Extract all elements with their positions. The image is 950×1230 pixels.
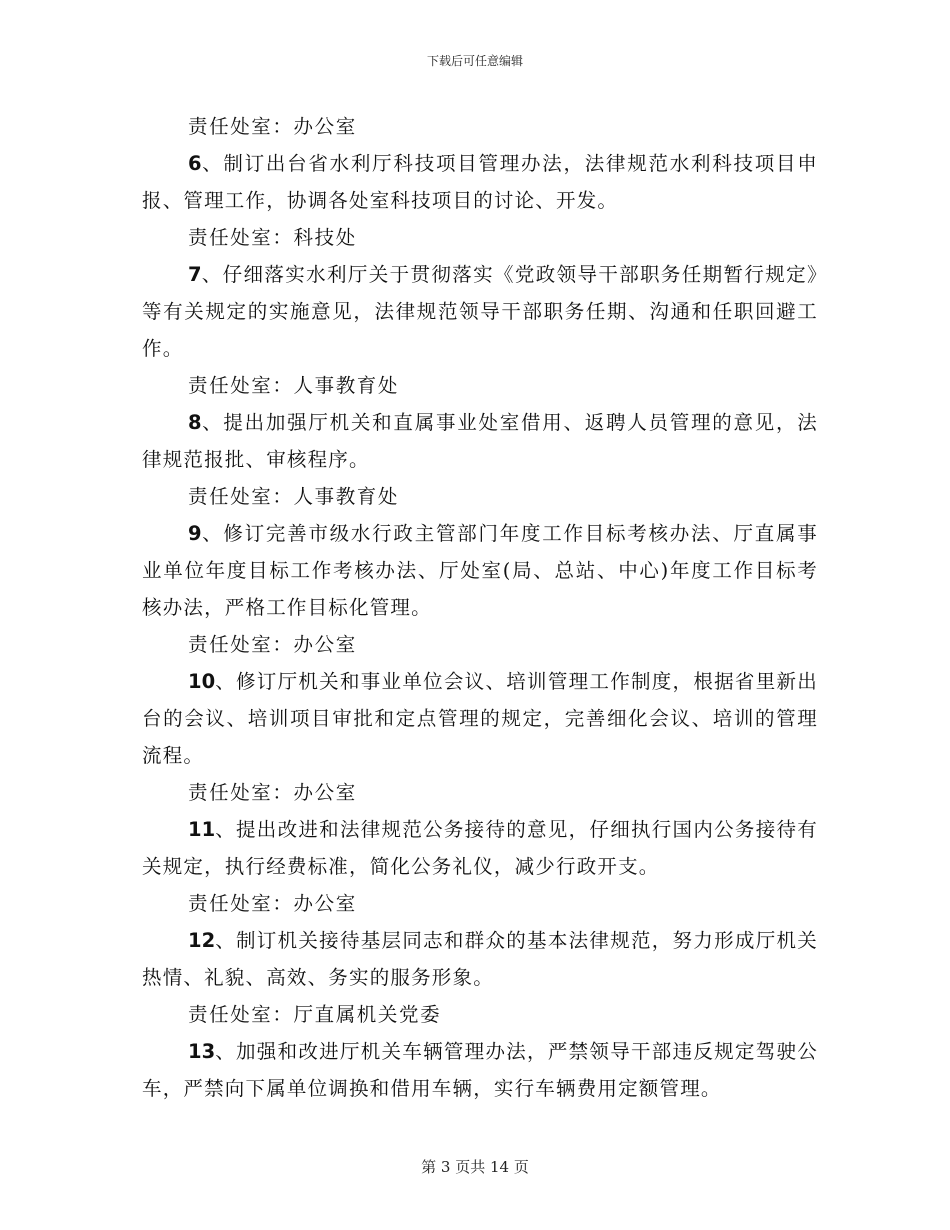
clause-text: 、修订厅机关和事业单位会议、培训管理工作制度，根据省里新出台的会议、培训项目审批和定点管理的规定，完善细化会议、培训的管理流程。 xyxy=(142,670,818,767)
clause-number: 11 xyxy=(188,818,216,841)
document-body xyxy=(142,108,818,1107)
clause-paragraph-10 xyxy=(142,663,818,774)
responsibility-line: 责任处室：办公室 xyxy=(188,892,357,915)
clause-paragraph-6 xyxy=(142,145,818,219)
clause-number: 12 xyxy=(188,929,216,952)
page-number-footer: 第 3 页共 14 页 xyxy=(421,1158,529,1176)
responsibility-line: 责任处室：人事教育处 xyxy=(188,485,400,508)
responsibility-line: 责任处室：办公室 xyxy=(188,115,357,138)
responsibility-line: 责任处室：科技处 xyxy=(188,226,357,249)
clause-text: 、修订完善市级水行政主管部门年度工作目标考核办法、厅直属事业单位年度目标工作考核办法、厅处室(局、总站、中心)年度工作目标考核办法，严格工作目标化管理。 xyxy=(142,522,818,619)
responsibility-line: 责任处室：办公室 xyxy=(188,633,357,656)
page-header: 下载后可任意编辑 xyxy=(426,54,523,68)
clause-paragraph-11 xyxy=(142,811,818,885)
clause-text: 、加强和改进厅机关车辆管理办法，严禁领导干部违反规定驾驶公车，严禁向下属单位调换和借用车辆，实行车辆费用定额管理。 xyxy=(142,1040,818,1100)
clause-text: 、仔细落实水利厅关于贯彻落实《党政领导干部职务任期暂行规定》等有关规定的实施意见，法律规范领导干部职务任期、沟通和任职回避工作。 xyxy=(142,263,818,360)
clause-paragraph-13 xyxy=(142,1033,818,1107)
clause-number: 7 xyxy=(188,263,202,286)
clause-paragraph-12 xyxy=(142,922,818,996)
responsibility-line: 责任处室：厅直属机关党委 xyxy=(188,1003,442,1026)
clause-paragraph-9 xyxy=(142,515,818,626)
clause-number: 13 xyxy=(188,1040,216,1063)
clause-text: 、提出改进和法律规范公务接待的意见，仔细执行国内公务接待有关规定，执行经费标准，简化公务礼仪，减少行政开支。 xyxy=(142,818,818,878)
clause-number: 8 xyxy=(188,411,202,434)
responsibility-line: 责任处室：人事教育处 xyxy=(188,374,400,397)
clause-text: 、提出加强厅机关和直属事业处室借用、返聘人员管理的意见，法律规范报批、审核程序。 xyxy=(142,411,818,471)
clause-number: 10 xyxy=(188,670,216,693)
clause-number: 6 xyxy=(188,152,202,175)
clause-paragraph-8 xyxy=(142,404,818,478)
clause-paragraph-7 xyxy=(142,256,818,367)
responsibility-line: 责任处室：办公室 xyxy=(188,781,357,804)
clause-number: 9 xyxy=(188,522,202,545)
clause-text: 、制订出台省水利厅科技项目管理办法，法律规范水利科技项目申报、管理工作，协调各处室科技项目的讨论、开发。 xyxy=(142,152,818,212)
clause-text: 、制订机关接待基层同志和群众的基本法律规范，努力形成厅机关热情、礼貌、高效、务实的服务形象。 xyxy=(142,929,818,989)
